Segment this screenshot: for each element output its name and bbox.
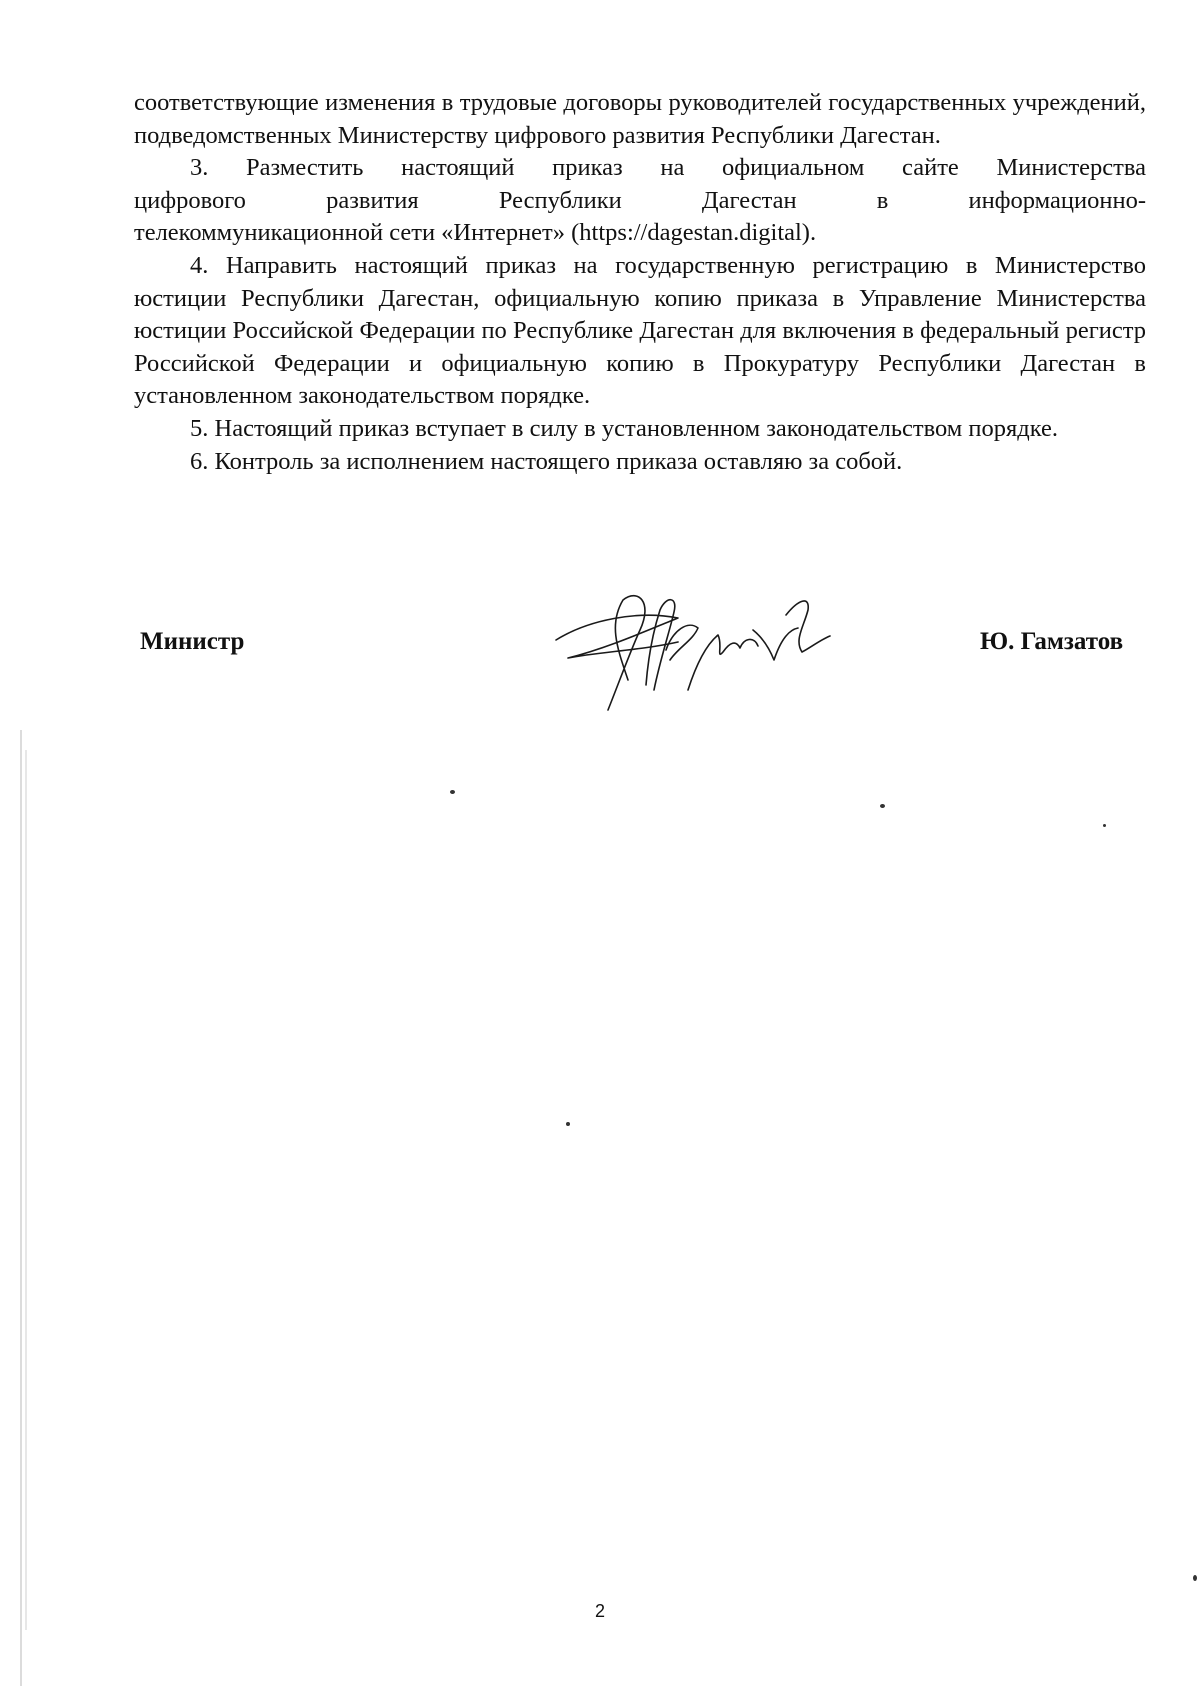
scan-speck	[880, 804, 885, 808]
signatory-title: Министр	[140, 628, 245, 655]
scan-speck	[450, 790, 455, 794]
scan-edge-artifact	[18, 730, 30, 1686]
signatory-name: Ю. Гамзатов	[980, 628, 1124, 655]
paragraph-5: 5. Настоящий приказ вступает в силу в установленном законодательством порядке.	[190, 414, 1059, 442]
paragraph-4: 4. Направить настоящий приказ на государственную регистрацию в Министерство юстиции Республики Дагестан, официальную копию приказа в Управление Министерства юстиции Российской Федерации по Республике Дагестан для включения в федеральный регистр Российской Федерации и официальную копию в Прокуратуру Республики Дагестан в установленном законодательством порядке.	[134, 251, 1146, 410]
scan-speck	[1193, 1575, 1197, 1581]
scan-speck	[566, 1122, 570, 1126]
signature-block	[0, 620, 1200, 730]
paragraph-continuation: соответствующие изменения в трудовые договоры руководителей государственных учреждений, подведомственных Министерству цифрового развития Республики Дагестан.	[134, 89, 1146, 149]
scan-speck	[1103, 824, 1106, 827]
paragraph-3-line-1: 3. Разместить настоящий приказ на официальном сайте Министерства	[190, 154, 1146, 182]
paragraph-6: 6. Контроль за исполнением настоящего приказа оставляю за собой.	[190, 447, 903, 475]
paragraph-3-line-3: телекоммуникационной сети «Интернет» (https://dagestan.digital).	[134, 219, 817, 247]
page-number: 2	[594, 1601, 605, 1621]
handwritten-signature	[548, 590, 848, 740]
document-body	[134, 87, 1146, 478]
paragraph-3-line-2: цифрового развития Республики Дагестан в информационно-	[134, 186, 1146, 214]
